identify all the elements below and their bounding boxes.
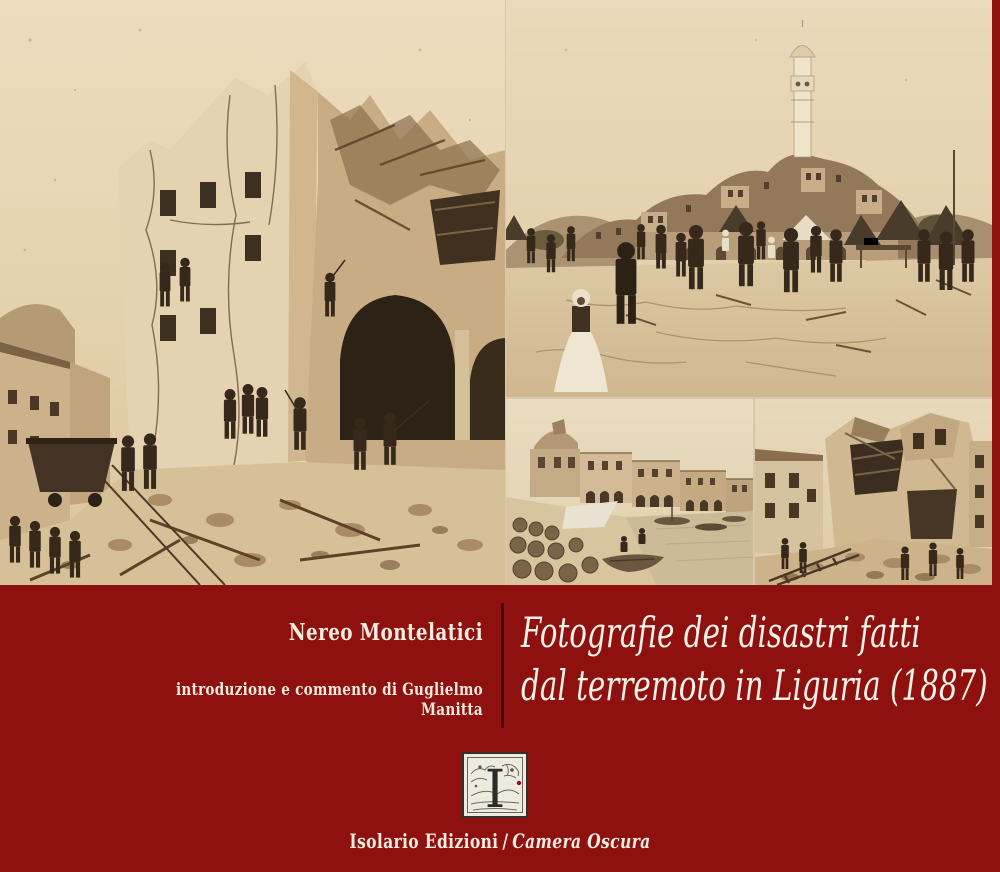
logo-red-dot (517, 781, 521, 785)
credit-line: introduzione e commento di Guglielmo Manitta (175, 680, 483, 720)
logo-letter: I (484, 760, 506, 818)
vertical-divider (501, 603, 504, 728)
book-title (521, 606, 988, 712)
author-name: Nereo Montelatici (288, 619, 483, 646)
publisher-logo (462, 752, 528, 818)
title-line-2: dal terremoto in Liguria (1887) (521, 661, 988, 710)
photo-collapsed-house (755, 399, 992, 585)
author-block (147, 620, 483, 720)
title-line-1: Fotografie dei disastri fatti (521, 608, 921, 657)
publisher-line (110, 829, 890, 853)
photo-harbor-quay (506, 399, 753, 585)
publisher-name: Isolario Edizioni (349, 829, 499, 853)
publisher-separator: / (502, 829, 509, 853)
photo-hill-town (506, 0, 992, 397)
photo-ruined-building (0, 0, 505, 585)
imprint-name: Camera Oscura (512, 829, 651, 853)
